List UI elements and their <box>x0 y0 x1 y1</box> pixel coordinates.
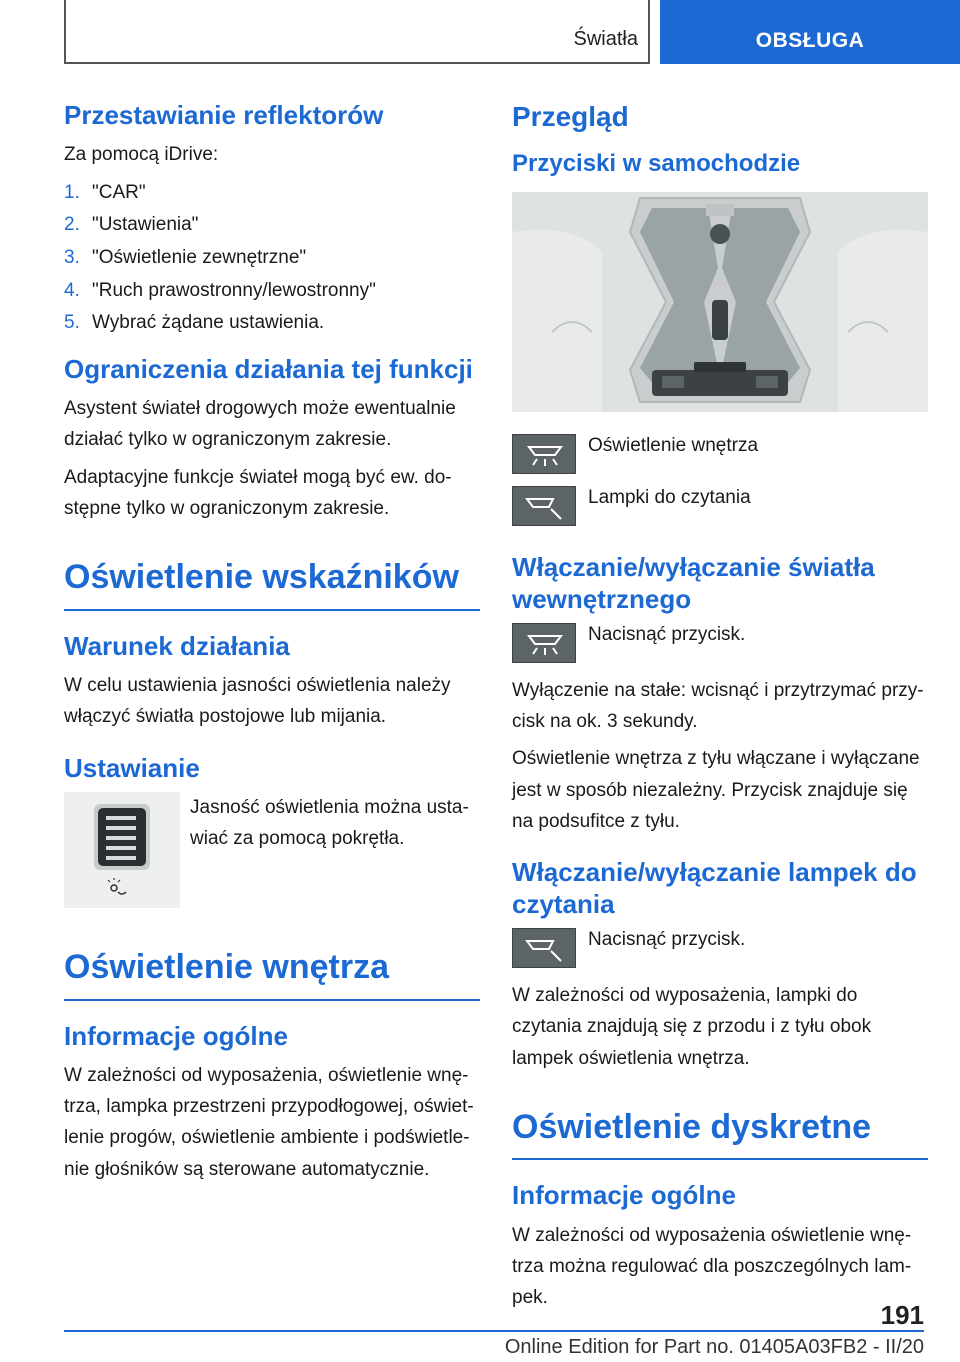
icon-row-interior-press <box>512 623 928 663</box>
heading-general-info: Informacje ogólne <box>512 1180 736 1211</box>
dimmer-wheel-icon <box>64 792 180 908</box>
limitations-text-2: Adaptacyjne funkcje świateł mogą być ew. dostępne tylko w ograniczonym zakresie. <box>64 466 452 520</box>
icon-row-interior <box>512 434 928 474</box>
overhead-console-figure <box>512 192 928 412</box>
list-item: 4. "Ruch prawostronny/lewostronny" <box>64 279 376 301</box>
header-tab: OBSŁUGA <box>660 0 960 64</box>
heading-limitations: Ograniczenia działania tej funkcji <box>64 353 473 384</box>
right-column <box>512 100 928 1320</box>
press-button-text: Nacisnąć przycisk. <box>588 623 746 645</box>
interior-light-icon <box>512 434 576 474</box>
list-item: 2. "Ustawienia" <box>64 214 199 236</box>
footer-edition: Online Edition for Part no. 01405A03FB2 - II/20 <box>504 1336 924 1358</box>
heading-general-info: Informacje ogólne <box>64 1020 288 1051</box>
dimmer-figure-block <box>64 792 480 908</box>
title-instrument-lighting: Oświetlenie wskaźników <box>64 556 480 611</box>
heading-buttons-in-car: Przyciski w samochodzie <box>512 149 801 177</box>
interior-rear-text: Oświetlenie wnętrza z tyłu włączane i wyłączane jest w sposób niezależny. Przycisk znajduje się na podsufitce z tyłu. <box>512 748 920 833</box>
list-item: 5. Wybrać żądane ustawienia. <box>64 312 325 334</box>
interior-light-label: Oświetlenie wnętrza <box>588 435 759 457</box>
title-discreet-lighting: Oświetlenie dyskretne <box>512 1106 928 1161</box>
intro-text: Za pomocą iDrive: <box>64 144 219 166</box>
press-button-text: Nacisnąć przycisk. <box>588 928 746 950</box>
setting-text: Jasność oświetlenia można ustawiać za pomocą pokrętła. <box>190 797 469 850</box>
icon-row-reading <box>512 486 928 526</box>
steps-list <box>64 177 480 340</box>
title-overview: Przegląd <box>512 101 629 132</box>
title-interior-lighting: Oświetlenie wnętrza <box>64 946 480 1001</box>
general-info-text: W zależności od wyposażenia, oświetlenie wnętrza, lampka przestrzeni przypodłogowej, oświetlenie progów, oświetlenie ambiente i podświetlenie głośników są sterowane automatycznie. <box>64 1064 474 1180</box>
interior-off-text: Wyłączenie na stałe: wcisnąć i przytrzymać przycisk na ok. 3 sekundy. <box>512 679 924 733</box>
heading-setting: Ustawianie <box>64 752 200 783</box>
page-number: 191 <box>880 1300 924 1330</box>
icon-row-reading-press <box>512 928 928 968</box>
header-section-title: Światła <box>573 28 638 50</box>
heading-headlight-adjust: Przestawianie reflektorów <box>64 100 384 130</box>
footer-divider <box>64 1330 924 1332</box>
interior-light-icon <box>512 623 576 663</box>
left-column <box>64 100 480 1191</box>
heading-interior-onoff: Włączanie/wyłączanie światła wewnętrznego <box>512 552 875 614</box>
heading-condition: Warunek działania <box>64 630 290 661</box>
reading-light-icon <box>512 928 576 968</box>
reading-location-text: W zależności od wyposażenia, lampki do czytania znajdują się z przodu i z tyłu obok lampek oświetlenia wnętrza. <box>512 984 872 1069</box>
limitations-text-1: Asystent świateł drogowych może ewentualnie działać tylko w ograniczonym zakresie. <box>64 398 456 451</box>
reading-light-label: Lampki do czytania <box>588 487 751 509</box>
list-item: 3. "Oświetlenie zewnętrzne" <box>64 246 307 268</box>
reading-light-icon <box>512 486 576 526</box>
condition-text: W celu ustawienia jasności oświetlenia należy włączyć światła postojowe lub mijania. <box>64 675 451 728</box>
discreet-info-text: W zależności od wyposażenia oświetlenie wnętrza można regulować dla poszczególnych lampek. <box>512 1224 912 1309</box>
heading-reading-onoff: Włączanie/wyłączanie lampek do czytania <box>512 857 917 919</box>
list-item: 1. "CAR" <box>64 181 146 203</box>
